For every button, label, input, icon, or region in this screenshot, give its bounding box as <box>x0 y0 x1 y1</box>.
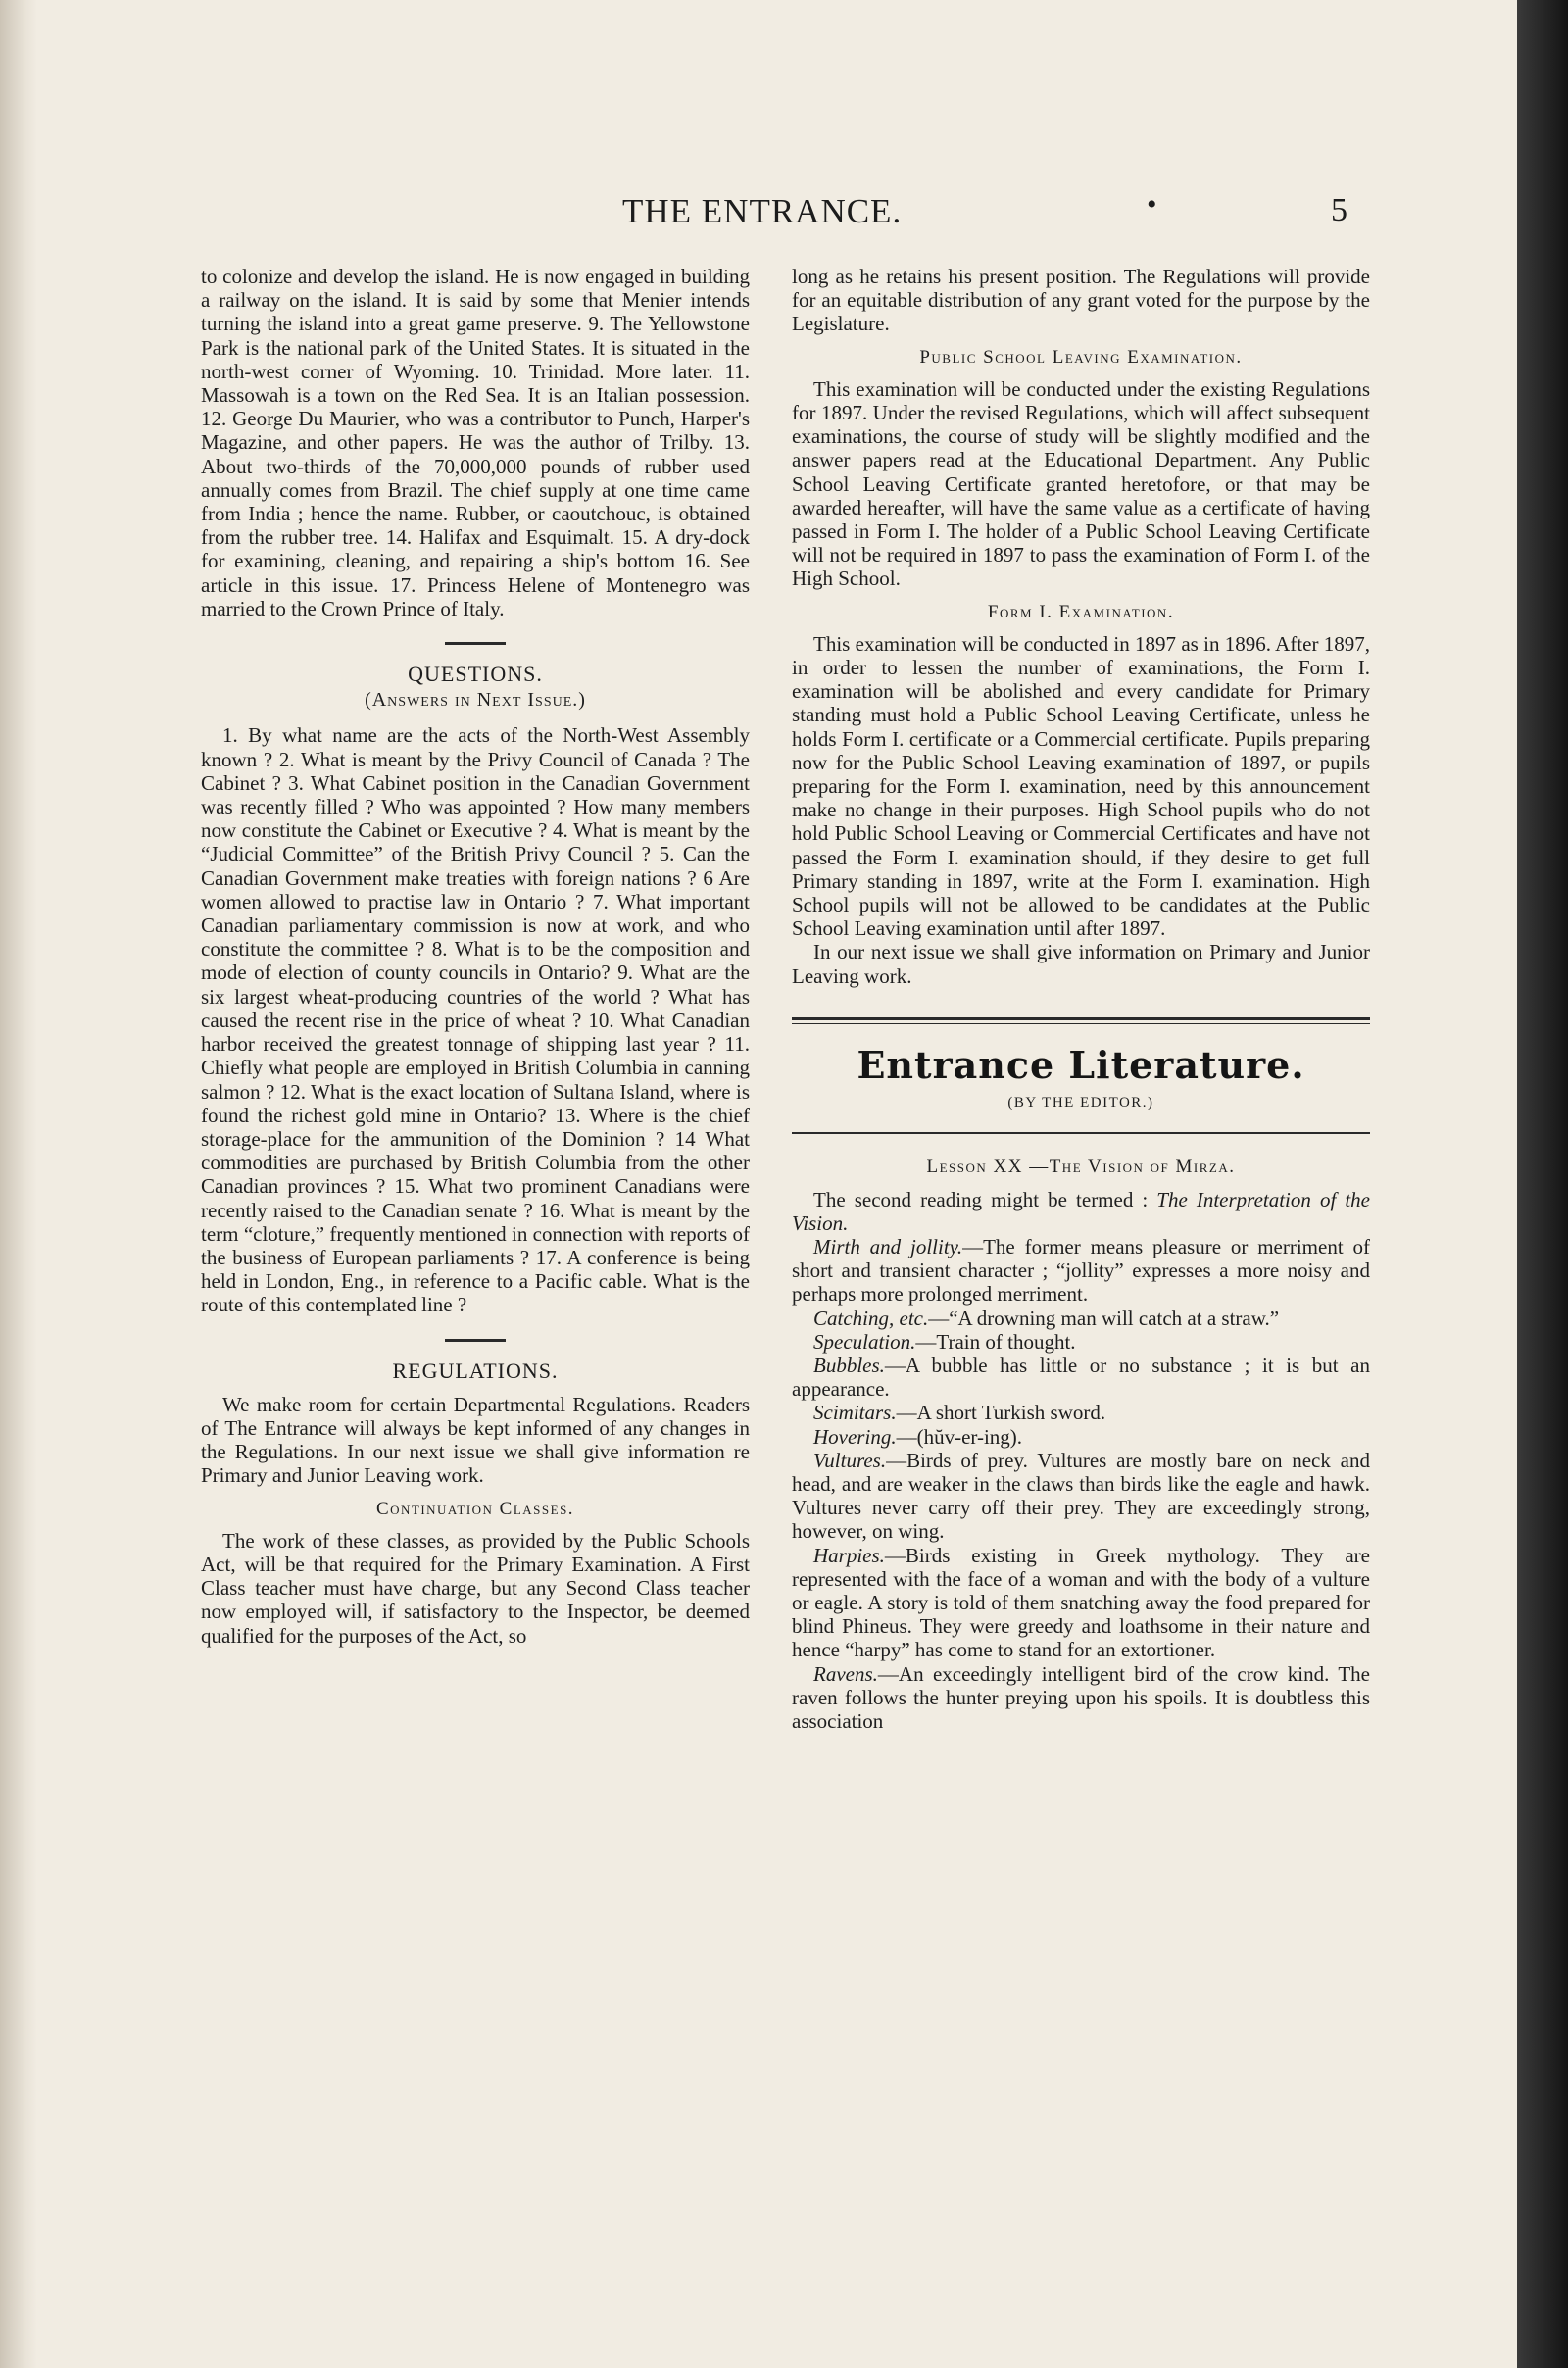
form1-heading: Form I. Examination. <box>987 601 1175 622</box>
running-title: THE ENTRANCE. <box>622 192 903 230</box>
glossary-list <box>792 1235 1370 1733</box>
glossary-definition: —The former means pleasure or merriment of short and transient character ; “jollity” expresses a more noisy and perhaps more prolonged merriment. <box>792 1234 1370 1307</box>
continuation-heading: Continuation Classes. <box>375 1498 575 1519</box>
running-header <box>225 188 1352 241</box>
glossary-definition: —Train of thought. <box>915 1329 1076 1354</box>
glossary-definition: —“A drowning man will catch at a straw.” <box>928 1306 1280 1330</box>
glossary-term: Harpies. <box>813 1543 885 1567</box>
regulations-intro: We make room for certain Departmental Regulations. Readers of The Entrance will always be kept informed of any changes in the Regulations. In our next issue we shall give information re Primary and Junior Leaving work. <box>201 1392 750 1488</box>
glossary-entry <box>792 1235 1370 1307</box>
glossary-definition: —An exceedingly intelligent bird of the crow kind. The raven follows the hunter preying upon his spoils. It is doubtless this association <box>792 1661 1370 1733</box>
glossary-definition: —(hŭv-er-ing). <box>896 1424 1023 1449</box>
questions-heading: QUESTIONS. <box>408 662 543 687</box>
glossary-term: Scimitars. <box>813 1401 897 1425</box>
glossary-term: Speculation. <box>813 1329 916 1354</box>
glossary-term: Ravens. <box>813 1661 878 1686</box>
glossary-definition: —Birds existing in Greek mythology. They are represented with the face of a woman and with the body of a vulture or eagle. A story is told of them snatching away the food prepared for blind Phineus. They were greedy and loathsome in their nature and hence “harpy” has come to stand for an extortioner. <box>792 1543 1370 1662</box>
questions-subheading: (Answers in Next Issue.) <box>365 689 586 712</box>
glossary-entry <box>792 1307 1370 1330</box>
next-issue-text: In our next issue we shall give information on Primary and Junior Leaving work. <box>792 940 1370 988</box>
glossary-term: Hovering. <box>813 1424 897 1449</box>
glossary-entry <box>792 1449 1370 1544</box>
lesson-intro-text: The second reading might be termed : <box>813 1187 1157 1211</box>
glossary-definition: —A short Turkish sword. <box>896 1401 1106 1425</box>
literature-byline: (BY THE EDITOR.) <box>1007 1095 1154 1111</box>
page-number: 5 <box>1331 192 1348 228</box>
glossary-definition: —Birds of prey. Vultures are mostly bare on neck and head, and are weaker in the claws than birds like the eagle and hawk. Vultures never carry off their prey. They are exceedingly strong, however, on wing. <box>792 1448 1370 1544</box>
lesson-intro-title: The Interpretation of the Vision. <box>792 1187 1370 1235</box>
header-dot: • <box>1147 188 1157 221</box>
double-rule-divider <box>792 1017 1370 1024</box>
page-edge-shadow <box>1517 0 1568 2368</box>
glossary-term: Vultures. <box>813 1448 887 1472</box>
continuation-text: The work of these classes, as provided by the Public Schools Act, will be that required for the Primary Examination. A First Class teacher must have charge, but any Second Class teacher now employed will, if satisfactory to the Inspector, be deemed qualified for the purposes of the Act, so <box>201 1528 750 1648</box>
left-column <box>201 265 750 1648</box>
section-divider <box>445 642 506 645</box>
glossary-definition: —A bubble has little or no substance ; it is but an appearance. <box>792 1353 1370 1402</box>
glossary-entry <box>792 1425 1370 1449</box>
glossary-term: Catching, etc. <box>813 1306 929 1330</box>
answers-continued: to colonize and develop the island. He is now engaged in building a railway on the island. It is said by some that Menier intends turning the island into a great game preserve. 9. The Yellowstone Park is the national park of the United States. It is situated in the north-west corner of Wyoming. 10. Trinidad. More later. 11. Massowah is a town on the Red Sea. It is an Italian possession. 12. George Du Maurier, who was a contributor to Punch, Harper's Magazine, and other papers. He was the author of Trilby. 13. About two-thirds of the 70,000,000 pounds of rubber used annually comes from Brazil. The chief supply at one time came from India ; hence the name. Rubber, or caoutchouc, is obtained from the rubber tree. 14. Halifax and Esquimalt. 15. A dry-dock for examining, cleaning, and repairing a ship's bottom 16. See article in this issue. 17. Princess Helene of Montenegro was married to the Crown Prince of Italy. <box>201 265 750 620</box>
form1-text: This examination will be conducted in 1897 as in 1896. After 1897, in order to lessen the number of examinations, the Form I. examination will be abolished and every candidate for Primary standing must hold a Public School Leaving Certificate, unless he holds Form I. certificate or a Commercial certificate. Pupils preparing now for the Public School Leaving examination of 1897, or pupils preparing for the Form I. examination, need by this announcement make no change in their purposes. High School pupils who do not hold Public School Leaving or Commercial Certificates and have not passed the Form I. examination should, if they desire to get full Primary standing in 1897, write at the Form I. examination. High School pupils will not be allowed to be candidates at the Public School Leaving examination until after 1897. <box>792 631 1370 941</box>
glossary-entry <box>792 1354 1370 1401</box>
right-column <box>792 265 1370 1733</box>
lesson-intro <box>792 1188 1370 1235</box>
glossary-entry <box>792 1401 1370 1424</box>
section-divider <box>445 1339 506 1342</box>
glossary-term: Bubbles. <box>813 1353 885 1377</box>
glossary-entry <box>792 1662 1370 1734</box>
psle-heading: Public School Leaving Examination. <box>919 346 1243 368</box>
lesson-heading: Lesson XX —The Vision of Mirza. <box>926 1157 1236 1178</box>
literature-heading: Entrance Literature. <box>857 1042 1305 1087</box>
regulations-heading: REGULATIONS. <box>392 1357 559 1383</box>
lesson-divider <box>792 1132 1370 1134</box>
questions-text: 1. By what name are the acts of the North-West Assembly known ? 2. What is meant by the Privy Council of Canada ? The Cabinet ? 3. What Cabinet position in the Canadian Government was recently filled ? Who was appointed ? How many members now constitute the Cabinet or Executive ? 4. What is meant by the “Judicial Committee” of the British Privy Council ? 5. Can the Canadian Government make treaties with foreign nations ? 6 Are women allowed to practise law in Ontario ? 7. What important Canadian parliamentary commission is now at work, and who constitute the committee ? 8. What is to be the composition and mode of election of county councils in Ontario? 9. What are the six largest wheat-producing countries of the world ? What has caused the recent rise in the price of wheat ? 10. What Canadian harbor received the greatest tonnage of shipping last year ? 11. Chiefly what people are employed in British Columbia in canning salmon ? 12. What is the exact location of Sultana Island, where is found the richest gold mine in Ontario? 13. Where is the chief storage-place for the ammunition of the Dominion ? 14 What commodities are purchased by British Columbia from the other Canadian provinces ? 15. What two prominent Canadians were recently raised to the Canadian senate ? 16. What is meant by the term “cloture,” frequently mentioned in connection with reports of the business of European parliaments ? 17. A conference is being held in London, Eng., in reference to a Pacific cable. What is the route of this contemplated line ? <box>201 723 750 1317</box>
continuation-end: long as he retains his present position. The Regulations will provide for an equitable distribution of any grant voted for the purpose by the Legislature. <box>792 265 1370 336</box>
page-spine-shadow <box>0 0 37 2368</box>
glossary-entry <box>792 1544 1370 1662</box>
psle-text: This examination will be conducted under the existing Regulations for 1897. Under the revised Regulations, which will affect subsequent examinations, the course of study will be slightly modified and the answer papers read at the Educational Department. Any Public School Leaving Certificate granted heretofore, or that may be awarded hereafter, will have the same value as a certificate of having passed in Form I. The holder of a Public School Leaving Certificate will not be required in 1897 to pass the examination of Form I. of the High School. <box>792 376 1370 591</box>
glossary-term: Mirth and jollity. <box>813 1234 963 1258</box>
glossary-entry <box>792 1330 1370 1354</box>
